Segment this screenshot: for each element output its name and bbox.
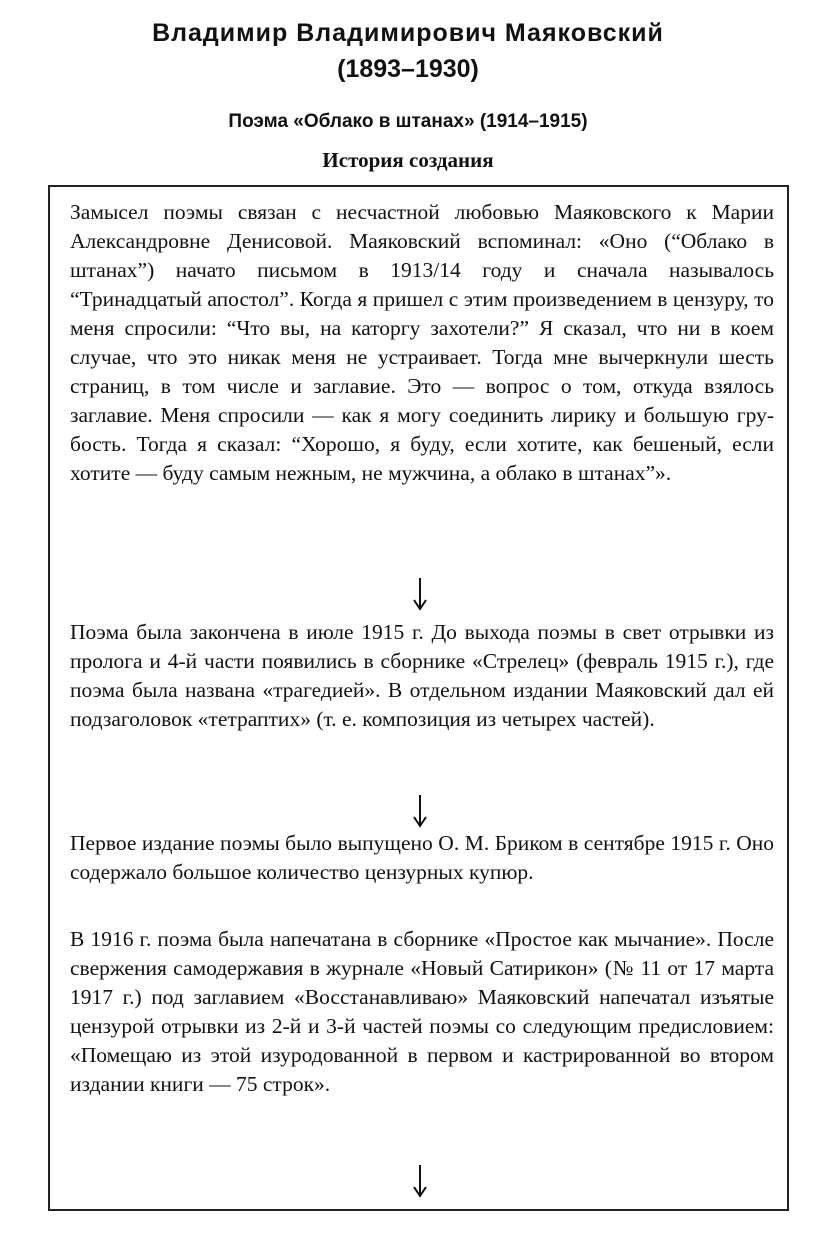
author-years: (1893–1930) [337, 55, 479, 83]
paragraph-idea: Замысел поэмы связан с несчастной любовью Маяковского к Марии Александровне Денисовой. Маяковский вспоминал: «Оно (“Облако в штанах”) начато письмом в 1913/14 году и сначала называлось “Тринадцатый апостол”. Когда я пришел с этим произведением в цензуру, то меня спросили: “Что вы, на каторгу захотели?” Я сказал, что ни в коем случае, что это никак меня не устраивает. Тогда мне вычеркнули шесть страниц, в том числе и заглавие. Это — вопрос о том, откуда взялось заглавие. Меня спросили — как я могу соединить лирику и большую грубость. Тогда я сказал: “Хорошо, я буду, если хотите, как бешеный, если хотите — буду самым нежным, не мужчина, а облако в штанах”». [70, 200, 774, 485]
paragraph-1916-edition: В 1916 г. поэма была напечатана в сборнике «Простое как мычание». После свержения самодержавия в журнале «Новый Сатирикон» (№ 11 от 17 марта 1917 г.) под заглавием «Восстанавливаю» Маяковский напечатал изъятые цензурой отрывки из 2-й и 3-й частей поэмы со следующим предисловием: «Помещаю из этой изуродованной в первом и кастрированной во втором издании книги — 75 строк». [70, 927, 774, 1096]
author-name: Владимир Владимирович Маяковский [152, 19, 664, 47]
paragraph-completion: Поэма была закончена в июле 1915 г. До выхода поэмы в свет отрывки из пролога и 4-й части появились в сборнике «Стрелец» (февраль 1915 г.), где поэма была названа «трагедией». В отдельном издании Маяковский дал ей подзаголовок «тетраптих» (т. е. композиция из четырех частей). [70, 620, 774, 731]
arrow-down-icon [410, 577, 430, 611]
section-title: История создания [322, 148, 494, 172]
arrow-down-icon [410, 1164, 430, 1198]
poem-title: Поэма «Облако в штанах» (1914–1915) [228, 111, 588, 132]
paragraph-first-edition: Первое издание поэмы было выпущено О. М. Бриком в сентябре 1915 г. Оно содержало большое количество цензурных купюр. [70, 831, 774, 884]
arrow-down-icon [410, 794, 430, 828]
